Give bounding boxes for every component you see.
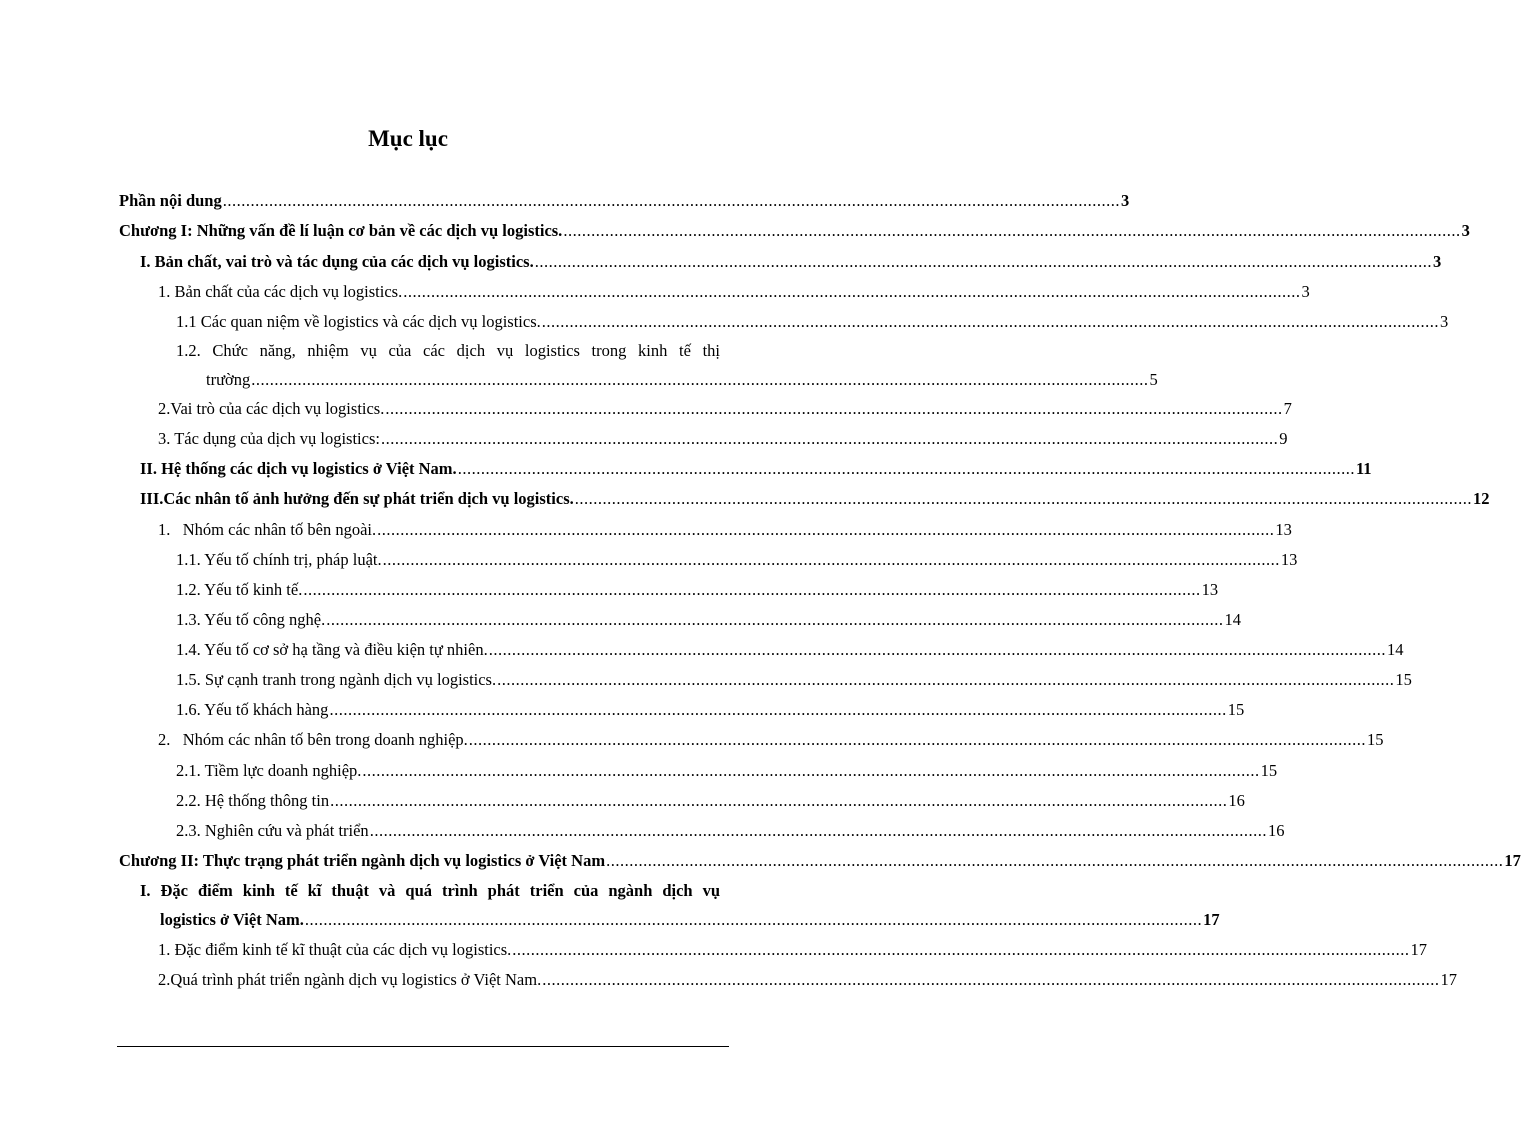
toc-page-number: 3 xyxy=(1301,282,1310,301)
dot-leader: .................................................................................................................................................................................................. xyxy=(488,640,1386,659)
toc-entry-text: Chương I: Những vấn đề lí luận cơ bản về các dịch vụ logistics. xyxy=(119,221,563,240)
page-title: Mục lục xyxy=(368,126,448,151)
toc-entry xyxy=(176,670,1412,690)
toc-page-number: 15 xyxy=(1395,670,1412,689)
toc-entry-text: 2.3. Nghiên cứu và phát triển xyxy=(176,821,369,840)
toc-entry-text: 1. Bản chất của các dịch vụ logistics. xyxy=(158,282,403,301)
toc-page-number: 3 xyxy=(1461,221,1470,240)
toc-entry xyxy=(158,730,1384,750)
dot-leader: .................................................................................................................................................................................................. xyxy=(329,700,1227,719)
toc-entry-text: 1.4. Yếu tố cơ sở hạ tầng và điều kiện tự nhiên. xyxy=(176,640,488,659)
toc-entry xyxy=(176,610,1241,630)
toc-entry xyxy=(176,700,1245,720)
toc-entry xyxy=(176,580,1219,600)
toc-entry-text: Phần nội dung xyxy=(119,191,222,210)
toc-page-number: 15 xyxy=(1227,700,1245,719)
toc-entry-text-line2: trường xyxy=(206,370,251,389)
toc-page-number: 13 xyxy=(1275,520,1292,539)
toc-entry-text: Chương II: Thực trạng phát triển ngành dịch vụ logistics ở Việt Nam xyxy=(119,851,606,870)
dot-leader: .................................................................................................................................................................................................. xyxy=(377,520,1275,539)
toc-page-number: 16 xyxy=(1228,791,1245,810)
dot-leader: .................................................................................................................................................................................................. xyxy=(563,221,1461,240)
toc-entry xyxy=(158,399,1292,419)
dot-leader: .................................................................................................................................................................................................. xyxy=(382,550,1280,569)
toc-entry xyxy=(176,821,1285,841)
toc-entry-text: I. Bản chất, vai trò và tác dụng của các dịch vụ logistics. xyxy=(140,252,534,271)
toc-entry-text: 2. Nhóm các nhân tố bên trong doanh nghiệp. xyxy=(158,730,468,749)
dot-leader: .................................................................................................................................................................................................. xyxy=(403,282,1301,301)
toc-entry xyxy=(176,550,1298,570)
toc-page-number: 15 xyxy=(1367,730,1384,749)
dot-leader: .................................................................................................................................................................................................. xyxy=(497,670,1395,689)
toc-page-number: 7 xyxy=(1283,399,1292,418)
toc-entry xyxy=(176,791,1245,811)
toc-entry-text-line2: logistics ở Việt Nam. xyxy=(160,910,304,929)
toc-entry xyxy=(140,252,1442,272)
toc-page-number: 15 xyxy=(1260,761,1278,780)
dot-leader: .................................................................................................................................................................................................. xyxy=(574,489,1472,508)
toc-entry-text: 1.5. Sự cạnh tranh trong ngành dịch vụ logistics. xyxy=(176,670,497,689)
toc-entry xyxy=(140,459,1372,479)
dot-leader: .................................................................................................................................................................................................. xyxy=(541,312,1439,331)
toc-page-number: 3 xyxy=(1120,191,1130,210)
toc-page-number: 13 xyxy=(1201,580,1219,599)
toc-page-number: 16 xyxy=(1267,821,1285,840)
toc-entry-text: 2.1. Tiềm lực doanh nghiệp. xyxy=(176,761,362,780)
toc-entry xyxy=(158,429,1288,449)
toc-entry-text: 1.2. Yếu tố kinh tế. xyxy=(176,580,303,599)
toc-entry-text-line1: 1.2. Chức năng, nhiệm vụ của các dịch vụ logistics trong kinh tế thị xyxy=(176,341,720,360)
dot-leader: .................................................................................................................................................................................................. xyxy=(326,610,1224,629)
toc-entry-text: 1. Đặc điểm kinh tế kĩ thuật của các dịch vụ logistics. xyxy=(158,940,512,959)
toc-entry xyxy=(176,761,1278,781)
toc-entry xyxy=(140,489,1490,509)
toc-entry xyxy=(176,640,1404,660)
dot-leader: .................................................................................................................................................................................................. xyxy=(251,370,1149,389)
dot-leader: .................................................................................................................................................................................................. xyxy=(380,429,1279,448)
dot-leader: .................................................................................................................................................................................................. xyxy=(534,252,1432,271)
toc-entry-text: II. Hệ thống các dịch vụ logistics ở Việt Nam. xyxy=(140,459,457,478)
toc-entry-text: 1.1. Yếu tố chính trị, pháp luật. xyxy=(176,550,382,569)
toc-page-number: 11 xyxy=(1355,459,1372,478)
toc-entry xyxy=(119,851,1521,871)
toc-entry xyxy=(119,191,1130,211)
toc-entry-text: 1.6. Yếu tố khách hàng xyxy=(176,700,329,719)
toc-entry-text: 3. Tác dụng của dịch vụ logistics: xyxy=(158,429,380,448)
dot-leader: .................................................................................................................................................................................................. xyxy=(303,580,1201,599)
toc-page-number: 17 xyxy=(1504,851,1521,870)
toc-entry xyxy=(158,940,1428,960)
toc-entry-text: 2.Quá trình phát triển ngành dịch vụ logistics ở Việt Nam. xyxy=(158,970,542,989)
toc-page-number: 12 xyxy=(1473,489,1490,508)
dot-leader: .................................................................................................................................................................................................. xyxy=(330,791,1228,810)
toc-page-number: 3 xyxy=(1432,252,1442,271)
toc-page-number: 17 xyxy=(1410,940,1428,959)
dot-leader: .................................................................................................................................................................................................. xyxy=(512,940,1410,959)
toc-page-number: 5 xyxy=(1149,370,1158,389)
toc-entry-text: III.Các nhân tố ảnh hưởng đến sự phát triển dịch vụ logistics. xyxy=(140,489,574,508)
toc-page-number: 17 xyxy=(1440,970,1457,989)
dot-leader: .................................................................................................................................................................................................. xyxy=(468,730,1367,749)
toc-entry-text: 1.1 Các quan niệm về logistics và các dịch vụ logistics. xyxy=(176,312,541,331)
toc-entry-text: 1. Nhóm các nhân tố bên ngoài. xyxy=(158,520,377,539)
toc-page-number: 13 xyxy=(1280,550,1298,569)
footer-divider xyxy=(117,1046,729,1047)
dot-leader: .................................................................................................................................................................................................. xyxy=(369,821,1267,840)
dot-leader: .................................................................................................................................................................................................. xyxy=(542,970,1440,989)
toc-entry-text: 1.3. Yếu tố công nghệ. xyxy=(176,610,326,629)
toc-entry-text: 2.2. Hệ thống thông tin xyxy=(176,791,330,810)
dot-leader: .................................................................................................................................................................................................. xyxy=(606,851,1504,870)
dot-leader: .................................................................................................................................................................................................. xyxy=(457,459,1355,478)
toc-entry xyxy=(119,221,1470,241)
toc-page-number: 3 xyxy=(1440,312,1449,331)
toc-entry-text-line1: I. Đặc điểm kinh tế kĩ thuật và quá trình phát triển của ngành dịch vụ xyxy=(140,881,720,900)
dot-leader: .................................................................................................................................................................................................. xyxy=(362,761,1260,780)
dot-leader: .................................................................................................................................................................................................. xyxy=(385,399,1283,418)
toc-entry xyxy=(206,370,1158,390)
toc-entry xyxy=(176,312,1449,332)
toc-page-number: 14 xyxy=(1386,640,1404,659)
toc-entry xyxy=(160,910,1220,930)
toc-page-number: 17 xyxy=(1203,910,1220,929)
dot-leader: .................................................................................................................................................................................................. xyxy=(222,191,1120,210)
toc-page-number: 9 xyxy=(1279,429,1288,448)
toc-page-number: 14 xyxy=(1224,610,1241,629)
toc-entry-text: 2.Vai trò của các dịch vụ logistics. xyxy=(158,399,385,418)
toc-entry xyxy=(158,970,1457,990)
toc-entry xyxy=(158,520,1292,540)
dot-leader: .................................................................................................................................................................................................. xyxy=(304,910,1203,929)
toc-entry xyxy=(158,282,1310,302)
